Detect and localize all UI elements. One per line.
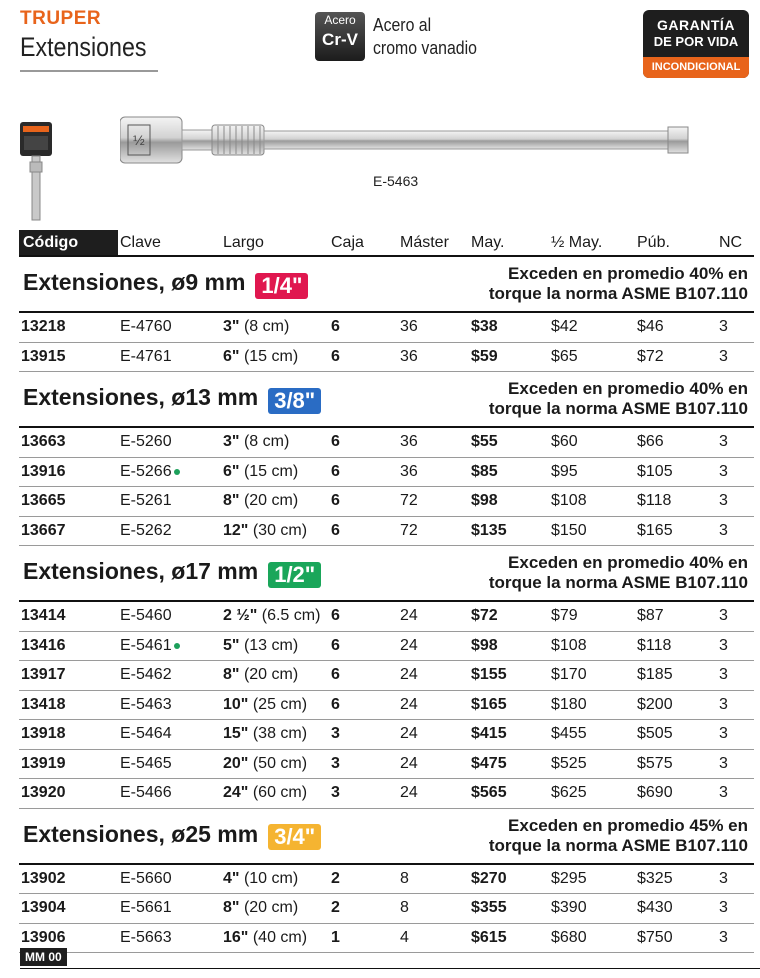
table-row: [19, 601, 754, 631]
largo-cm: (20 cm): [243, 492, 299, 510]
material-description: [373, 14, 477, 60]
nc-cell: 3: [717, 894, 754, 924]
codigo-cell: 13916: [19, 457, 118, 487]
clave-cell: [118, 661, 221, 691]
codigo-cell: 13218: [19, 312, 118, 342]
largo-inches: 12": [223, 521, 249, 539]
table-row: [19, 779, 754, 809]
section-title-cell: [19, 372, 469, 428]
nc-cell: 3: [717, 342, 754, 372]
half-may-price-cell: $390: [549, 894, 635, 924]
master-cell: 36: [398, 427, 469, 457]
caja-cell: 6: [329, 312, 398, 342]
codigo-cell: 13667: [19, 516, 118, 546]
material-badge-main: Cr-V: [322, 30, 358, 49]
largo-cm: (25 cm): [252, 695, 308, 713]
table-row: [19, 690, 754, 720]
clave-cell: [118, 923, 221, 953]
nc-cell: 3: [717, 427, 754, 457]
largo-inches: 15": [223, 725, 249, 743]
codigo-cell: 13418: [19, 690, 118, 720]
may-price-cell: $155: [469, 661, 549, 691]
clave-text: E-5465: [120, 754, 172, 772]
largo-inches: 6": [223, 462, 240, 480]
section-note-line2: torque la norma ASME B107.110: [488, 399, 748, 418]
material-text-line2: cromo vanadio: [373, 38, 477, 58]
drive-size-badge: 1/4": [255, 273, 308, 299]
master-cell: 24: [398, 601, 469, 631]
pub-price-cell: $430: [635, 894, 717, 924]
caja-cell: 3: [329, 749, 398, 779]
codigo-cell: 13665: [19, 487, 118, 517]
col-may: May.: [469, 230, 549, 256]
section-title: Extensiones, ø17 mm: [23, 558, 259, 585]
largo-cm: (15 cm): [243, 347, 299, 365]
footer-rule: [20, 968, 760, 969]
nc-cell: 3: [717, 631, 754, 661]
half-may-price-cell: $625: [549, 779, 635, 809]
svg-text:½: ½: [133, 132, 145, 148]
drive-size-badge: 3/4": [268, 824, 321, 850]
clave-text: E-5460: [120, 607, 172, 625]
material-text-line1: Acero al: [373, 15, 432, 35]
largo-inches: 6": [223, 347, 240, 365]
may-price-cell: $38: [469, 312, 549, 342]
largo-cm: (38 cm): [252, 725, 308, 743]
col-codigo: Código: [19, 230, 118, 256]
clave-text: E-4761: [120, 347, 172, 365]
table-row: [19, 864, 754, 894]
largo-cm: (60 cm): [252, 784, 308, 802]
product-table: [19, 230, 754, 953]
pub-price-cell: $105: [635, 457, 717, 487]
half-may-price-cell: $455: [549, 720, 635, 750]
clave-cell: [118, 457, 221, 487]
clave-text: E-5663: [120, 928, 172, 946]
clave-cell: [118, 690, 221, 720]
col-clave: Clave: [118, 230, 221, 256]
section-header-row: [19, 372, 754, 428]
largo-cm: (20 cm): [243, 666, 299, 684]
section-title-cell: [19, 256, 469, 312]
largo-cell: [221, 864, 329, 894]
may-price-cell: $415: [469, 720, 549, 750]
section-note-line2: torque la norma ASME B107.110: [488, 835, 748, 855]
pub-price-cell: $72: [635, 342, 717, 372]
half-may-price-cell: $150: [549, 516, 635, 546]
clave-cell: [118, 487, 221, 517]
codigo-cell: 13906: [19, 923, 118, 953]
nc-cell: 3: [717, 457, 754, 487]
section-note: [469, 372, 754, 428]
largo-cm: (13 cm): [243, 636, 299, 654]
may-price-cell: $98: [469, 631, 549, 661]
codigo-cell: 13917: [19, 661, 118, 691]
clave-cell: [118, 427, 221, 457]
caja-cell: 2: [329, 894, 398, 924]
pub-price-cell: $750: [635, 923, 717, 953]
clave-text: E-5266: [120, 462, 172, 480]
half-may-price-cell: $680: [549, 923, 635, 953]
nc-cell: 3: [717, 487, 754, 517]
master-cell: 24: [398, 661, 469, 691]
table-header-row: [19, 230, 754, 256]
master-cell: 4: [398, 923, 469, 953]
largo-cell: [221, 720, 329, 750]
pub-price-cell: $505: [635, 720, 717, 750]
page-title: Extensiones: [20, 32, 147, 62]
may-price-cell: $98: [469, 487, 549, 517]
master-cell: 36: [398, 457, 469, 487]
table-row: [19, 661, 754, 691]
table-row: [19, 427, 754, 457]
table-body: [19, 256, 754, 953]
table-row: [19, 894, 754, 924]
largo-inches: 8": [223, 492, 240, 510]
caja-cell: 6: [329, 342, 398, 372]
section-title: Extensiones, ø9 mm: [23, 269, 246, 296]
largo-cm: (8 cm): [243, 318, 290, 336]
package-image: [18, 122, 54, 222]
nc-cell: 3: [717, 923, 754, 953]
section-note-line1: Exceden en promedio 40% en: [508, 553, 748, 572]
pub-price-cell: $66: [635, 427, 717, 457]
clave-text: E-5463: [120, 695, 172, 713]
clave-text: E-5661: [120, 899, 172, 917]
largo-cm: (30 cm): [252, 521, 308, 539]
clave-text: E-5660: [120, 869, 172, 887]
may-price-cell: $355: [469, 894, 549, 924]
table-row: [19, 342, 754, 372]
largo-cell: [221, 487, 329, 517]
may-price-cell: $55: [469, 427, 549, 457]
extension-bar-image: [120, 112, 700, 168]
nc-cell: 3: [717, 779, 754, 809]
table-row: [19, 487, 754, 517]
caja-cell: 6: [329, 457, 398, 487]
new-item-dot-icon: [174, 643, 180, 649]
caja-cell: 6: [329, 516, 398, 546]
col-master: Máster: [398, 230, 469, 256]
largo-inches: 3": [223, 318, 240, 336]
warranty-line1: GARANTÍA: [657, 17, 735, 33]
pub-price-cell: $118: [635, 487, 717, 517]
master-cell: 24: [398, 779, 469, 809]
nc-cell: 3: [717, 516, 754, 546]
codigo-cell: 13919: [19, 749, 118, 779]
clave-text: E-5466: [120, 784, 172, 802]
largo-cm: (8 cm): [243, 433, 290, 451]
pub-price-cell: $46: [635, 312, 717, 342]
pub-price-cell: $185: [635, 661, 717, 691]
col-half-may: ½ May.: [549, 230, 635, 256]
master-cell: 72: [398, 516, 469, 546]
clave-text: E-5461: [120, 636, 172, 654]
clave-text: E-5262: [120, 521, 172, 539]
largo-cell: [221, 749, 329, 779]
clave-cell: [118, 894, 221, 924]
drive-size-badge: 3/8": [268, 388, 321, 414]
truper-logo: TRUPER: [20, 8, 102, 29]
section-header-row: [19, 256, 754, 312]
largo-cell: [221, 601, 329, 631]
caja-cell: 6: [329, 427, 398, 457]
master-cell: 24: [398, 720, 469, 750]
half-may-price-cell: $525: [549, 749, 635, 779]
master-cell: 36: [398, 312, 469, 342]
nc-cell: 3: [717, 601, 754, 631]
clave-text: E-4760: [120, 318, 172, 336]
title-divider: [20, 70, 158, 72]
largo-inches: 8": [223, 899, 240, 917]
largo-inches: 2 ½": [223, 607, 258, 625]
may-price-cell: $615: [469, 923, 549, 953]
largo-cell: [221, 516, 329, 546]
section-header-row: [19, 546, 754, 602]
half-may-price-cell: $79: [549, 601, 635, 631]
largo-cell: [221, 427, 329, 457]
nc-cell: 3: [717, 661, 754, 691]
master-cell: 72: [398, 487, 469, 517]
half-may-price-cell: $65: [549, 342, 635, 372]
largo-inches: 24": [223, 784, 249, 802]
section-title-cell: [19, 808, 469, 864]
largo-inches: 16": [223, 928, 249, 946]
pub-price-cell: $87: [635, 601, 717, 631]
may-price-cell: $270: [469, 864, 549, 894]
may-price-cell: $135: [469, 516, 549, 546]
largo-cell: [221, 661, 329, 691]
clave-text: E-5261: [120, 492, 172, 510]
clave-text: E-5464: [120, 725, 172, 743]
nc-cell: 3: [717, 312, 754, 342]
col-nc: NC: [717, 230, 754, 256]
largo-inches: 5": [223, 636, 240, 654]
caja-cell: 2: [329, 864, 398, 894]
nc-cell: 3: [717, 749, 754, 779]
section-title: Extensiones, ø13 mm: [23, 384, 259, 411]
codigo-cell: 13902: [19, 864, 118, 894]
largo-cell: [221, 923, 329, 953]
codigo-cell: 13915: [19, 342, 118, 372]
section-note: [469, 546, 754, 602]
codigo-cell: 13918: [19, 720, 118, 750]
clave-cell: [118, 312, 221, 342]
may-price-cell: $72: [469, 601, 549, 631]
largo-inches: 20": [223, 754, 249, 772]
codigo-cell: 13920: [19, 779, 118, 809]
table-row: [19, 923, 754, 953]
table-row: [19, 516, 754, 546]
master-cell: 8: [398, 894, 469, 924]
codigo-cell: 13416: [19, 631, 118, 661]
codigo-cell: 13904: [19, 894, 118, 924]
section-title-cell: [19, 546, 469, 602]
largo-cm: (10 cm): [243, 869, 299, 887]
table-row: [19, 749, 754, 779]
largo-cm: (15 cm): [243, 462, 299, 480]
section-note: [469, 256, 754, 312]
section-note-line1: Exceden en promedio 40% en: [508, 379, 748, 398]
footer-code: MM 00: [20, 948, 67, 966]
caja-cell: 6: [329, 631, 398, 661]
caja-cell: 6: [329, 487, 398, 517]
pub-price-cell: $200: [635, 690, 717, 720]
largo-inches: 3": [223, 433, 240, 451]
master-cell: 36: [398, 342, 469, 372]
largo-inches: 10": [223, 695, 249, 713]
warranty-badge: [643, 10, 749, 78]
section-title: Extensiones, ø25 mm: [23, 820, 259, 847]
product-image-label: E-5463: [373, 173, 419, 189]
largo-inches: 4": [223, 869, 240, 887]
half-may-price-cell: $108: [549, 631, 635, 661]
section-note-line2: torque la norma ASME B107.110: [488, 573, 748, 592]
caja-cell: 6: [329, 661, 398, 691]
may-price-cell: $165: [469, 690, 549, 720]
pub-price-cell: $690: [635, 779, 717, 809]
master-cell: 24: [398, 631, 469, 661]
crv-material-badge: [315, 12, 365, 61]
pub-price-cell: $325: [635, 864, 717, 894]
largo-cm: (50 cm): [252, 754, 308, 772]
warranty-line3: INCONDICIONAL: [643, 57, 749, 78]
caja-cell: 3: [329, 779, 398, 809]
col-largo: Largo: [221, 230, 329, 256]
nc-cell: 3: [717, 864, 754, 894]
clave-cell: [118, 516, 221, 546]
material-badge-top: Acero: [324, 13, 356, 27]
new-item-dot-icon: [174, 469, 180, 475]
largo-cell: [221, 631, 329, 661]
master-cell: 24: [398, 749, 469, 779]
clave-cell: [118, 631, 221, 661]
largo-inches: 8": [223, 666, 240, 684]
section-note-line1: Exceden en promedio 40% en: [508, 264, 748, 283]
master-cell: 24: [398, 690, 469, 720]
clave-text: E-5462: [120, 666, 172, 684]
caja-cell: 6: [329, 601, 398, 631]
may-price-cell: $85: [469, 457, 549, 487]
half-may-price-cell: $60: [549, 427, 635, 457]
clave-cell: [118, 864, 221, 894]
largo-cell: [221, 690, 329, 720]
half-may-price-cell: $108: [549, 487, 635, 517]
clave-cell: [118, 749, 221, 779]
section-note: [469, 808, 754, 864]
col-caja: Caja: [329, 230, 398, 256]
clave-cell: [118, 720, 221, 750]
caja-cell: 6: [329, 690, 398, 720]
half-may-price-cell: $95: [549, 457, 635, 487]
largo-cm: (6.5 cm): [261, 607, 321, 625]
largo-cell: [221, 894, 329, 924]
may-price-cell: $475: [469, 749, 549, 779]
half-may-price-cell: $180: [549, 690, 635, 720]
half-may-price-cell: $295: [549, 864, 635, 894]
table-row: [19, 631, 754, 661]
caja-cell: 1: [329, 923, 398, 953]
largo-cell: [221, 457, 329, 487]
largo-cell: [221, 342, 329, 372]
may-price-cell: $565: [469, 779, 549, 809]
table-row: [19, 720, 754, 750]
table-row: [19, 312, 754, 342]
may-price-cell: $59: [469, 342, 549, 372]
clave-cell: [118, 779, 221, 809]
half-may-price-cell: $42: [549, 312, 635, 342]
clave-cell: [118, 342, 221, 372]
pub-price-cell: $575: [635, 749, 717, 779]
section-header-row: [19, 808, 754, 864]
table-row: [19, 457, 754, 487]
largo-cm: (20 cm): [243, 899, 299, 917]
section-note-line2: torque la norma ASME B107.110: [488, 284, 748, 303]
pub-price-cell: $118: [635, 631, 717, 661]
section-note-line1: Exceden en promedio 45% en: [508, 815, 748, 835]
col-pub: Púb.: [635, 230, 717, 256]
codigo-cell: 13414: [19, 601, 118, 631]
pub-price-cell: $165: [635, 516, 717, 546]
clave-text: E-5260: [120, 433, 172, 451]
caja-cell: 3: [329, 720, 398, 750]
clave-cell: [118, 601, 221, 631]
largo-cell: [221, 779, 329, 809]
drive-size-badge: 1/2": [268, 562, 321, 588]
nc-cell: 3: [717, 690, 754, 720]
half-may-price-cell: $170: [549, 661, 635, 691]
master-cell: 8: [398, 864, 469, 894]
largo-cell: [221, 312, 329, 342]
largo-cm: (40 cm): [252, 928, 308, 946]
warranty-line2: DE POR VIDA: [653, 34, 739, 49]
nc-cell: 3: [717, 720, 754, 750]
codigo-cell: 13663: [19, 427, 118, 457]
